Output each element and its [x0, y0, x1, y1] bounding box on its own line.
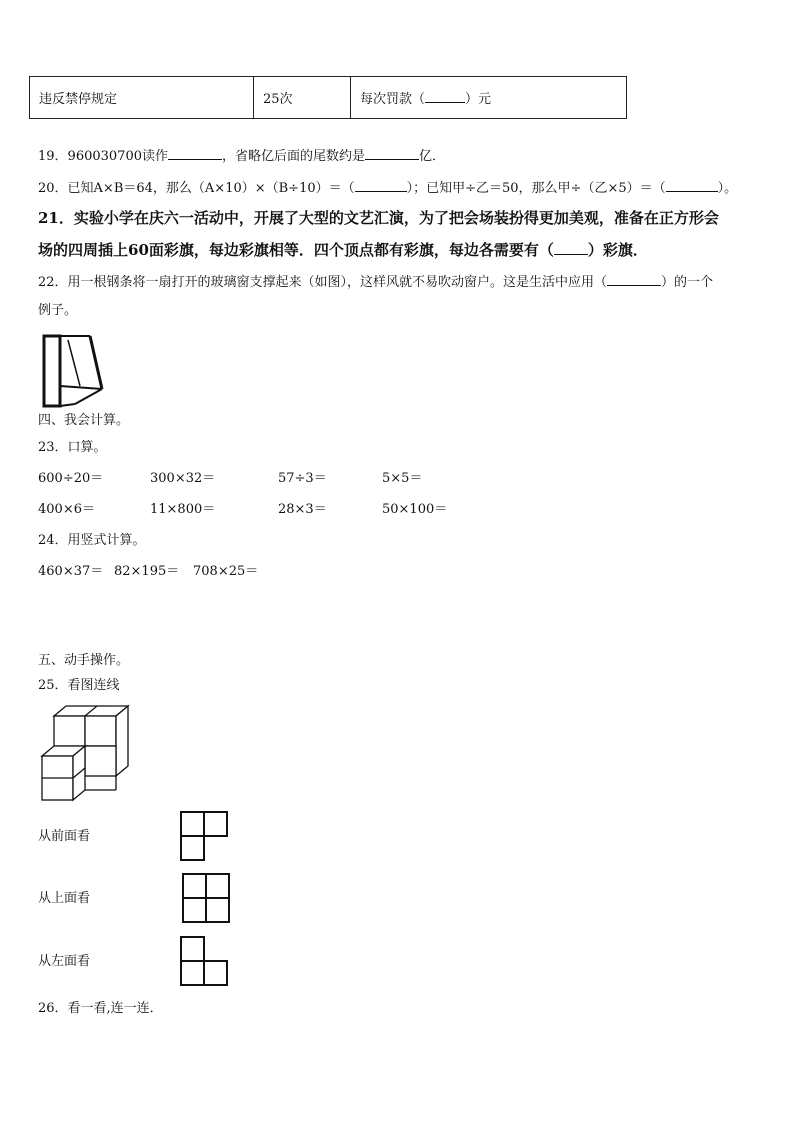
answer-blank[interactable]	[666, 178, 718, 192]
answer-blank[interactable]	[168, 146, 222, 160]
vertical-calc-item: 82×195＝	[114, 564, 180, 579]
question-24-title: 24．用竖式计算。	[38, 533, 146, 548]
question-22-line1: 22．用一根钢条将一扇打开的玻璃窗支撑起来（如图），这样风就不易吹动窗户。这是生活中应用（ ）的一个	[38, 272, 713, 291]
question-20: 20．已知A×B＝64，那么（A×10）×（B÷10）＝（ ）；已知甲÷乙＝50，那么甲÷（乙×5）＝（ ）。	[38, 178, 737, 197]
vertical-calc-item: 460×37＝	[38, 564, 104, 579]
question-23-title: 23．口算。	[38, 440, 107, 455]
answer-blank[interactable]	[355, 178, 407, 192]
mental-calc-item: 600÷20＝	[38, 471, 104, 486]
cube-stack-figure	[40, 704, 132, 804]
mental-calc-item: 300×32＝	[150, 471, 216, 486]
mental-calc-item: 28×3＝	[278, 502, 327, 517]
view-shape-left[interactable]	[179, 935, 229, 988]
view-shape-top[interactable]	[181, 872, 231, 925]
window-figure	[40, 334, 110, 410]
mental-calc-item: 57÷3＝	[278, 471, 327, 486]
view-label-left: 从左面看	[38, 954, 91, 969]
table-cell-fine: 每次罚款（ ）元	[351, 77, 627, 119]
view-label-top: 从上面看	[38, 891, 91, 906]
table-cell-rule: 违反禁停规定	[30, 77, 254, 119]
answer-blank[interactable]	[554, 239, 588, 255]
section-4-heading: 四、我会计算。	[38, 413, 130, 428]
question-21-line1: 21．实验小学在庆六一活动中，开展了大型的文艺汇演，为了把会场装扮得更加美观，准备在正方形会	[38, 209, 719, 227]
view-label-front: 从前面看	[38, 829, 91, 844]
question-22-line2: 例子。	[38, 303, 78, 318]
mental-calc-item: 11×800＝	[150, 502, 216, 517]
mental-calc-item: 50×100＝	[382, 502, 448, 517]
question-25-title: 25．看图连线	[38, 678, 120, 693]
table-row	[30, 77, 627, 119]
mental-calc-item: 5×5＝	[382, 471, 423, 486]
penalty-table	[29, 76, 627, 119]
table-cell-count: 25次	[254, 77, 351, 119]
section-5-heading: 五、动手操作。	[38, 653, 130, 668]
question-21-line2: 场的四周插上60面彩旗，每边彩旗相等．四个顶点都有彩旗，每边各需要有（ ）彩旗．	[38, 241, 648, 259]
mental-calc-item: 400×6＝	[38, 502, 95, 517]
vertical-calc-item: 708×25＝	[193, 564, 259, 579]
question-26-title: 26．看一看,连一连．	[38, 1001, 163, 1016]
answer-blank[interactable]	[365, 146, 419, 160]
question-19: 19．960030700读作 ，省略亿后面的尾数约是 亿．	[38, 146, 445, 165]
view-shape-front[interactable]	[179, 810, 229, 863]
answer-blank[interactable]	[607, 272, 661, 286]
